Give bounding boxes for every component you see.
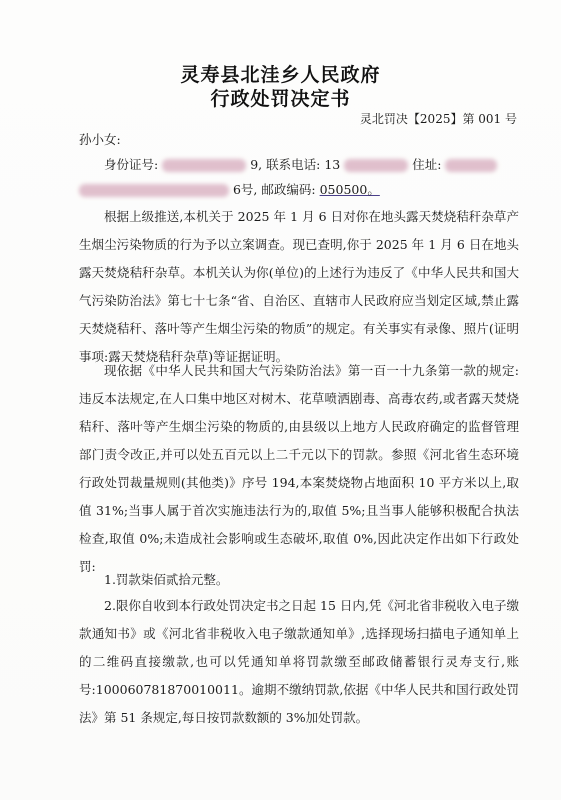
phone-label: 联系电话:	[266, 157, 321, 172]
recipient-info-line-2	[79, 183, 380, 197]
id-label: 身份证号:	[104, 157, 159, 172]
document-number: 灵北罚决【2025】第 001 号	[359, 112, 517, 126]
penalty-item-1: 1.罚款柒佰贰拾元整。	[104, 572, 229, 587]
penalty-item-2: 2.限你自收到本行政处罚决定书之日起 15 日内,凭《河北省非税收入电子缴款通知书》或《河北省非税收入电子缴款通知单》,选择现场扫描电子通知单上的二维码直接缴款,也可以凭通知单将罚款缴至邮政储蓄银行灵寿支行,账号:100060781870010011。逾期不缴纳罚款,依据《中华人民共和国行政处罚法》第 51 条规定,每日按罚款数额的 3%加处罚款。	[79, 598, 519, 725]
address-fragment: 6号,	[232, 182, 258, 197]
issuing-authority-title: 灵寿县北洼乡人民政府	[180, 64, 381, 86]
paragraph-facts: 根据上级推送,本机关于 2025 年 1 月 6 日对你在地头露天焚烧秸秆杂草产生烟尘污染物质的行为予以立案调查。现已查明,你于 2025 年 1 月 6 日在地头露天焚烧秸秆杂草。本机关认为你(单位)的上述行为违反了《中华人民共和国大气污染防治法》第七十七条“省、自治区、直辖市人民政府应当划定区域,禁止露天焚烧秸秆、落叶等产生烟尘污染的物质”的规定。有关事实有录像、照片(证明事项:露天焚烧秸秆杂草)等证据证明。	[79, 209, 519, 364]
paragraph-legal-basis: 现依据《中华人民共和国大气污染防治法》第一百一十九条第一款的规定:违反本法规定,在人口集中地区对树木、花草喷洒剧毒、高毒农药,或者露天焚烧秸秆、落叶等产生烟尘污染的物质的,由县级以上地方人民政府确定的监督管理部门责令改正,并可以处五百元以上二千元以下的罚款。参照《河北省生态环境行政处罚裁量规则(其他类)》序号 194,本案焚烧物占地面积 10 平方米以上,取值 31%;当事人属于首次实施违法行为的,取值 5%;且当事人能够积极配合执法检查,取值 0%;未造成社会影响或生态破坏,取值 0%,因此决定作出如下行政处罚:	[79, 363, 519, 574]
redaction-mark	[162, 159, 246, 172]
redaction-mark	[445, 159, 497, 172]
recipient-info-line-1	[104, 158, 497, 172]
redaction-mark	[79, 184, 229, 197]
phone-head: 13	[324, 157, 341, 172]
address-label: 住址:	[412, 157, 442, 172]
redaction-mark	[344, 159, 408, 172]
recipient-name: 孙小女:	[79, 132, 121, 147]
postcode-value: 050500。	[319, 182, 380, 197]
document-type-title: 行政处罚决定书	[210, 88, 351, 110]
id-tail: 9,	[250, 157, 263, 172]
postcode-label: 邮政编码:	[261, 182, 316, 197]
